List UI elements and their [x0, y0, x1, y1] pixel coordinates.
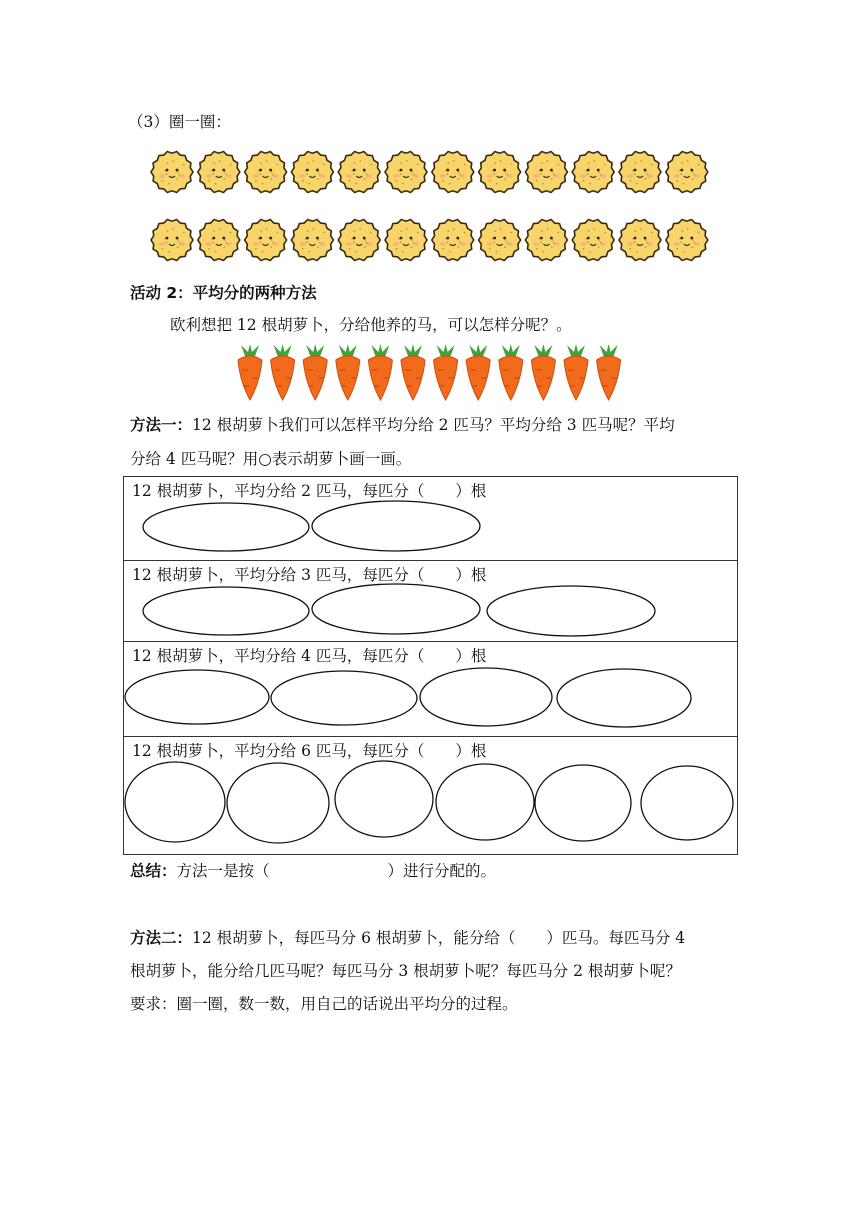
summary-after: ）进行分配的。 [387, 862, 497, 880]
method1-text-line1 [130, 415, 675, 435]
row-label: 12 根胡萝卜，平均分给 2 匹马，每匹分（ ）根 [132, 482, 487, 500]
oval-circle[interactable] [227, 763, 329, 843]
carrot-icon[interactable] [597, 344, 621, 400]
summary-before: 方法一是按（ [176, 862, 270, 880]
cookie-icon[interactable] [666, 152, 708, 193]
method1-text: 12 根胡萝卜我们可以怎样平均分给 2 匹马？平均分给 3 匹马呢？平均 [192, 416, 675, 434]
method2-text: 12 根胡萝卜，每匹马分 6 根胡萝卜，能分给（ ）匹马。每匹马分 4 [192, 929, 686, 947]
table-row [124, 737, 738, 855]
carrot-icon[interactable] [499, 344, 523, 400]
cookie-icon[interactable] [291, 220, 333, 261]
carrot-icon[interactable] [434, 344, 458, 400]
oval-circle[interactable] [420, 668, 552, 726]
carrot-icon[interactable] [238, 344, 262, 400]
summary-line [130, 861, 496, 881]
cookie-icon[interactable] [619, 220, 661, 261]
summary-label: 总结： [130, 862, 177, 880]
cookie-row-2 [150, 216, 710, 264]
table-row [124, 477, 738, 561]
carrot-row [234, 344, 624, 402]
oval-circle[interactable] [436, 764, 534, 840]
carrot-icon[interactable] [336, 344, 360, 400]
cookie-icon[interactable] [432, 152, 474, 193]
row-label: 12 根胡萝卜，平均分给 6 匹马，每匹分（ ）根 [132, 742, 487, 760]
method1-label: 方法一： [130, 416, 193, 434]
cookie-icon[interactable] [198, 152, 240, 193]
cookie-icon[interactable] [432, 220, 474, 261]
oval-circle[interactable] [312, 584, 480, 634]
cookie-icon[interactable] [291, 152, 333, 193]
cookie-icon[interactable] [572, 152, 614, 193]
method2-line2: 根胡萝卜，能分给几匹马呢？每匹马分 3 根胡萝卜呢？每匹马分 2 根胡萝卜呢？ [130, 962, 681, 980]
cookie-icon[interactable] [338, 152, 380, 193]
cookie-icon[interactable] [245, 152, 287, 193]
carrot-icon[interactable] [401, 344, 425, 400]
oval-circle[interactable] [271, 671, 417, 725]
cookie-icon[interactable] [479, 220, 521, 261]
oval-circle[interactable] [312, 501, 480, 551]
carrot-icon[interactable] [303, 344, 327, 400]
oval-group [124, 561, 738, 641]
oval-circle[interactable] [641, 766, 733, 840]
activity2-title: 活动 2：平均分的两种方法 [130, 284, 317, 302]
carrot-icon[interactable] [368, 344, 392, 400]
method2-label: 方法二： [130, 929, 193, 947]
oval-group [124, 642, 738, 736]
carrot-icon[interactable] [531, 344, 555, 400]
cookie-icon[interactable] [198, 220, 240, 261]
cookie-icon[interactable] [338, 220, 380, 261]
cookie-icon[interactable] [525, 152, 567, 193]
cookie-icon[interactable] [525, 220, 567, 261]
division-table [123, 476, 738, 855]
oval-group [124, 477, 738, 560]
carrot-icon[interactable] [466, 344, 490, 400]
cookie-icon[interactable] [385, 220, 427, 261]
oval-circle[interactable] [335, 761, 433, 837]
table-row [124, 561, 738, 642]
oval-circle[interactable] [143, 587, 309, 635]
cookie-icon[interactable] [479, 152, 521, 193]
cookie-icon[interactable] [619, 152, 661, 193]
method2-line1 [130, 928, 685, 948]
cookie-icon[interactable] [245, 220, 287, 261]
cookie-icon[interactable] [151, 220, 193, 261]
section3-label: （3）圈一圈： [128, 113, 231, 131]
oval-circle[interactable] [557, 669, 691, 727]
oval-circle[interactable] [487, 586, 655, 636]
row-label: 12 根胡萝卜，平均分给 4 匹马，每匹分（ ）根 [132, 647, 487, 665]
oval-circle[interactable] [535, 765, 631, 841]
cookie-icon[interactable] [666, 220, 708, 261]
table-row [124, 642, 738, 737]
oval-group [124, 737, 738, 854]
cookie-icon[interactable] [572, 220, 614, 261]
method1-text-line2: 分给 4 匹马呢？用○表示胡萝卜画一画。 [130, 450, 412, 468]
oval-circle[interactable] [125, 762, 225, 842]
activity2-intro: 欧利想把 12 根胡萝卜，分给他养的马，可以怎样分呢？。 [170, 316, 572, 334]
oval-circle[interactable] [125, 670, 269, 724]
cookie-icon[interactable] [385, 152, 427, 193]
cookie-icon[interactable] [151, 152, 193, 193]
oval-circle[interactable] [143, 503, 309, 551]
carrot-icon[interactable] [271, 344, 295, 400]
cookie-row-1 [150, 148, 710, 196]
method2-line3: 要求：圈一圈，数一数，用自己的话说出平均分的过程。 [130, 995, 518, 1013]
carrot-icon[interactable] [564, 344, 588, 400]
row-label: 12 根胡萝卜，平均分给 3 匹马，每匹分（ ）根 [132, 566, 487, 584]
